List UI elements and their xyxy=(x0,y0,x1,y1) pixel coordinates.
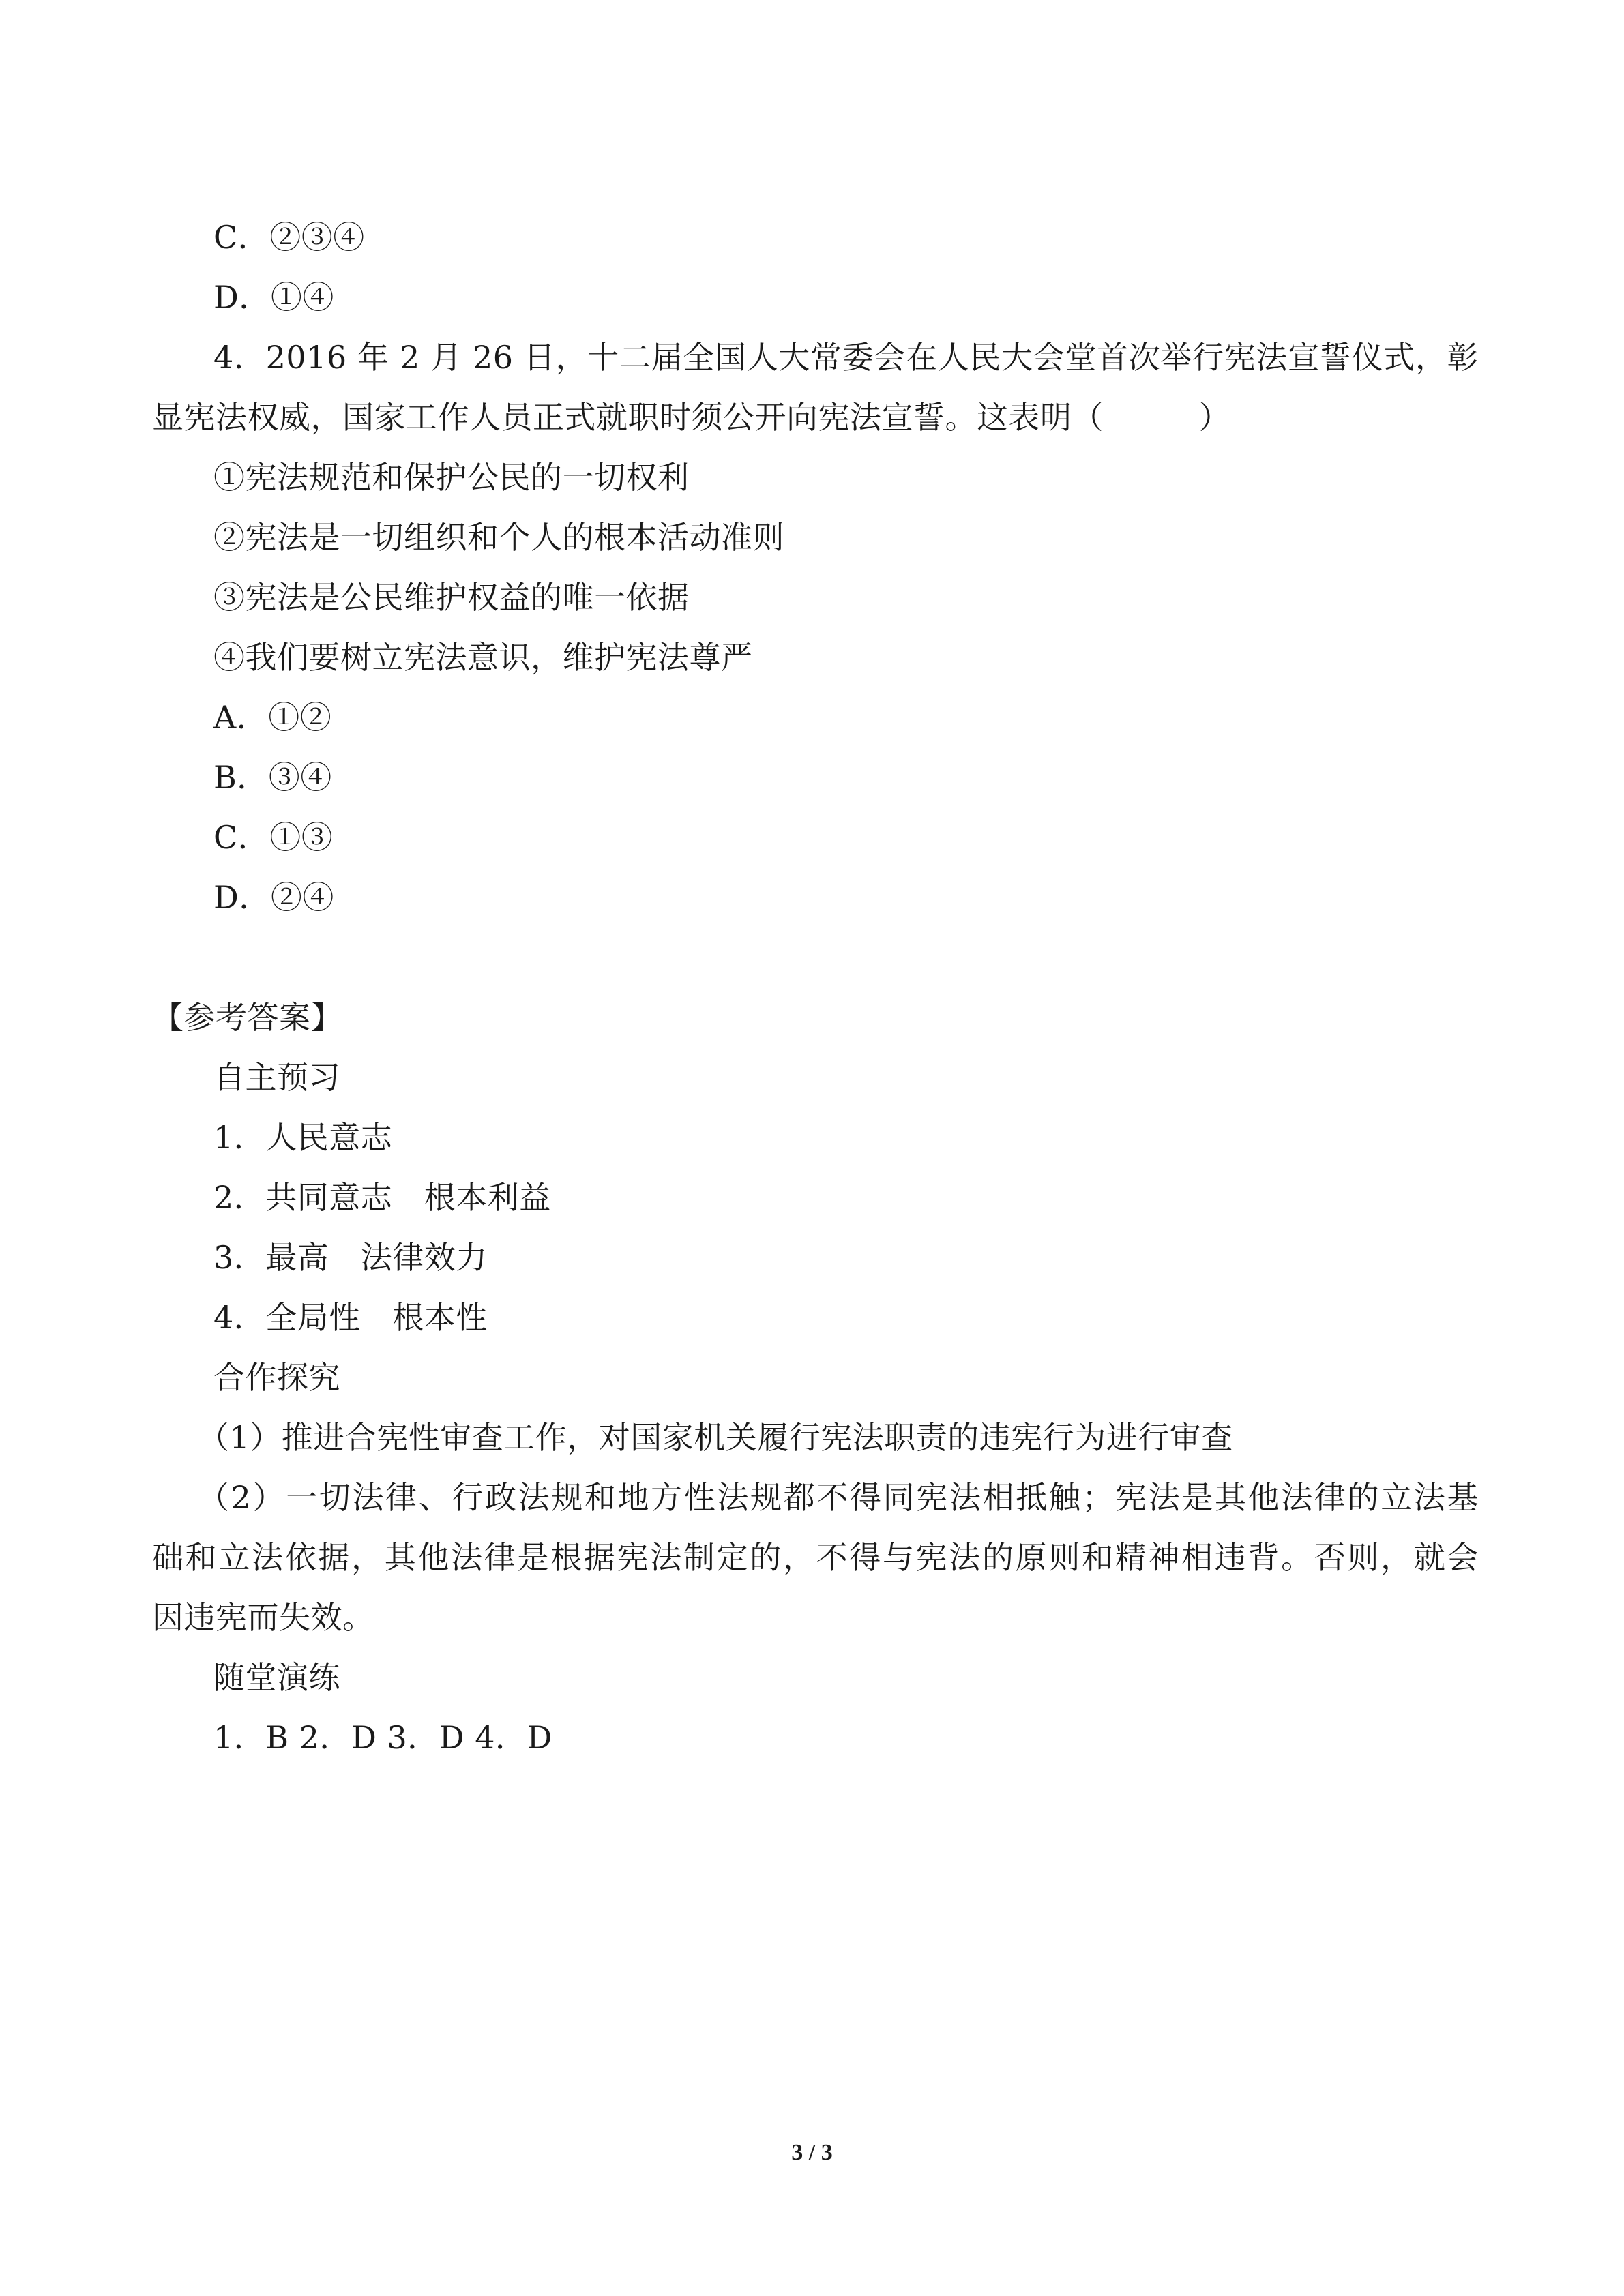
q4-option-d: D．②④ xyxy=(213,879,334,916)
q4-option-b: B．③④ xyxy=(213,759,332,796)
preview-answer-3: 3．最高 法律效力 xyxy=(213,1239,488,1276)
preview-heading: 自主预习 xyxy=(213,1059,340,1096)
q3-option-c: C．②③④ xyxy=(213,219,365,256)
q4-statement-3: ③宪法是公民维护权益的唯一依据 xyxy=(213,579,690,616)
q4-option-a: A．①② xyxy=(213,699,332,736)
preview-answer-4: 4．全局性 根本性 xyxy=(213,1299,488,1336)
q4-statement-1: ①宪法规范和保护公民的一切权利 xyxy=(213,459,690,496)
q4-stem-line-2: 显宪法权威，国家工作人员正式就职时须公开向宪法宣誓。这表明（ ） xyxy=(152,399,1230,436)
explore-answer-2-line-1: （2）一切法律、行政法规和地方性法规都不得同宪法相抵触；宪法是其他法律的立法基 xyxy=(198,1479,1479,1516)
answers-heading: 【参考答案】 xyxy=(152,999,342,1036)
q4-stem-line-1: 4．2016 年 2 月 26 日，十二届全国人大常委会在人民大会堂首次举行宪法宣誓仪式，彰 xyxy=(213,339,1479,376)
q4-statement-2: ②宪法是一切组织和个人的根本活动准则 xyxy=(213,519,784,556)
preview-answer-2: 2．共同意志 根本利益 xyxy=(213,1179,551,1216)
explore-answer-2-line-3: 因违宪而失效。 xyxy=(152,1599,374,1636)
explore-heading: 合作探究 xyxy=(213,1359,340,1396)
q4-statement-4: ④我们要树立宪法意识，维护宪法尊严 xyxy=(213,639,753,676)
practice-heading: 随堂演练 xyxy=(213,1659,340,1696)
page-number: 3 / 3 xyxy=(791,2140,833,2165)
preview-answer-1: 1．人民意志 xyxy=(213,1119,393,1156)
explore-answer-1: （1）推进合宪性审查工作，对国家机关履行宪法职责的违宪行为进行审查 xyxy=(198,1419,1233,1456)
practice-answers: 1．B 2．D 3．D 4．D xyxy=(213,1719,552,1756)
explore-answer-2-line-2: 础和立法依据，其他法律是根据宪法制定的，不得与宪法的原则和精神相违背。否则，就会 xyxy=(152,1539,1479,1576)
q4-option-c: C．①③ xyxy=(213,819,334,856)
q3-option-d: D．①④ xyxy=(213,279,334,316)
